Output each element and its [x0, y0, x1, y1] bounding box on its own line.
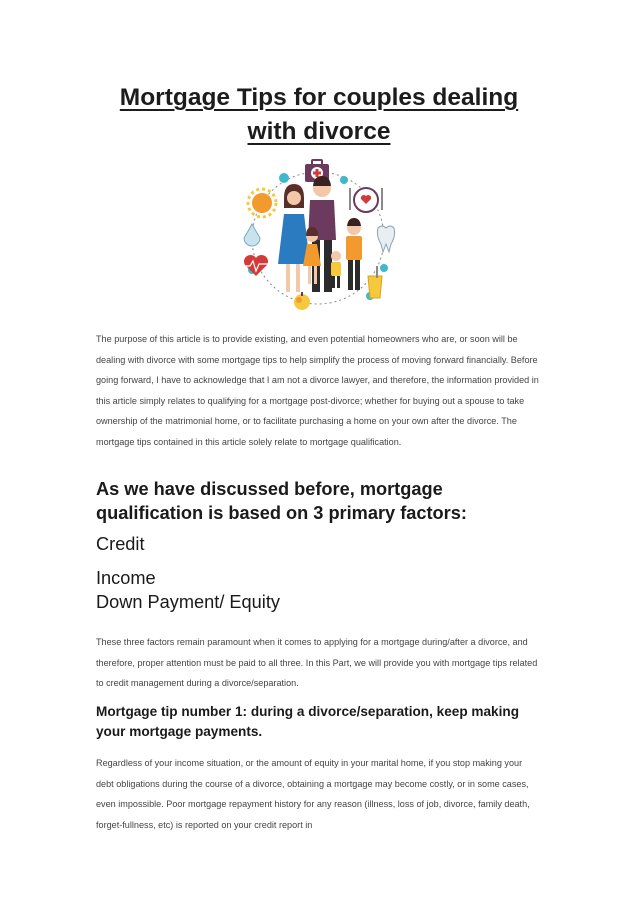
title-line-1: Mortgage Tips for couples dealing	[119, 84, 519, 111]
tip1-heading: Mortgage tip number 1: during a divorce/separation, keep making your mortgage payments.	[96, 704, 519, 739]
tooth-icon	[377, 226, 394, 252]
water-drop-icon	[244, 224, 260, 246]
toddler-figure-icon	[331, 251, 341, 288]
factors-heading: As we have discussed before, mortgage qualification is based on 3 primary factors:	[96, 479, 467, 523]
factor-income: Income	[96, 568, 156, 588]
plate-icon	[349, 188, 383, 212]
apple-icon	[294, 292, 310, 310]
factors-paragraph: These three factors remain paramount when it comes to applying for a mortgage during/after a divorce, and therefore, proper attention must be paid to all three. In this Part, we will provide you with mortgage tips related to credit management during a divorce/separation.	[96, 637, 538, 689]
title-line-2: with divorce	[247, 118, 391, 145]
boy-figure-icon	[346, 218, 362, 290]
factor-down-payment: Down Payment/ Equity	[96, 592, 280, 612]
heart-icon	[244, 255, 268, 276]
juice-glass-icon	[368, 266, 382, 298]
tip1-paragraph: Regardless of your income situation, or the amount of equity in your marital home, if you stop making your debt obligations during the course of a divorce, obtaining a mortgage may become costly, or in some cases, even impossible. Poor mortgage repayment history for any reason (illness, loss of job, divorce, family death, forget-fullness, etc) is reported on your credit report in	[96, 758, 530, 830]
family-health-illustration-icon	[232, 158, 404, 318]
sun-icon	[248, 189, 276, 217]
mother-figure-icon	[278, 184, 310, 292]
factor-credit: Credit	[96, 534, 145, 554]
intro-paragraph: The purpose of this article is to provide existing, and even potential homeowners who are, or soon will be dealing with divorce with some mortgage tips to help simplify the process of moving forward financially. Before going forward, I have to acknowledge that I am not a divorce lawyer, and therefore, the information provided in this article simply relates to qualifying for a mortgage post-divorce; whether for buying out a spouse to take ownership of the matrimonial home, or to facilitate purchasing a home on your own after the divorce. The mortgage tips contained in this article solely relate to mortgage qualification.	[96, 334, 539, 447]
